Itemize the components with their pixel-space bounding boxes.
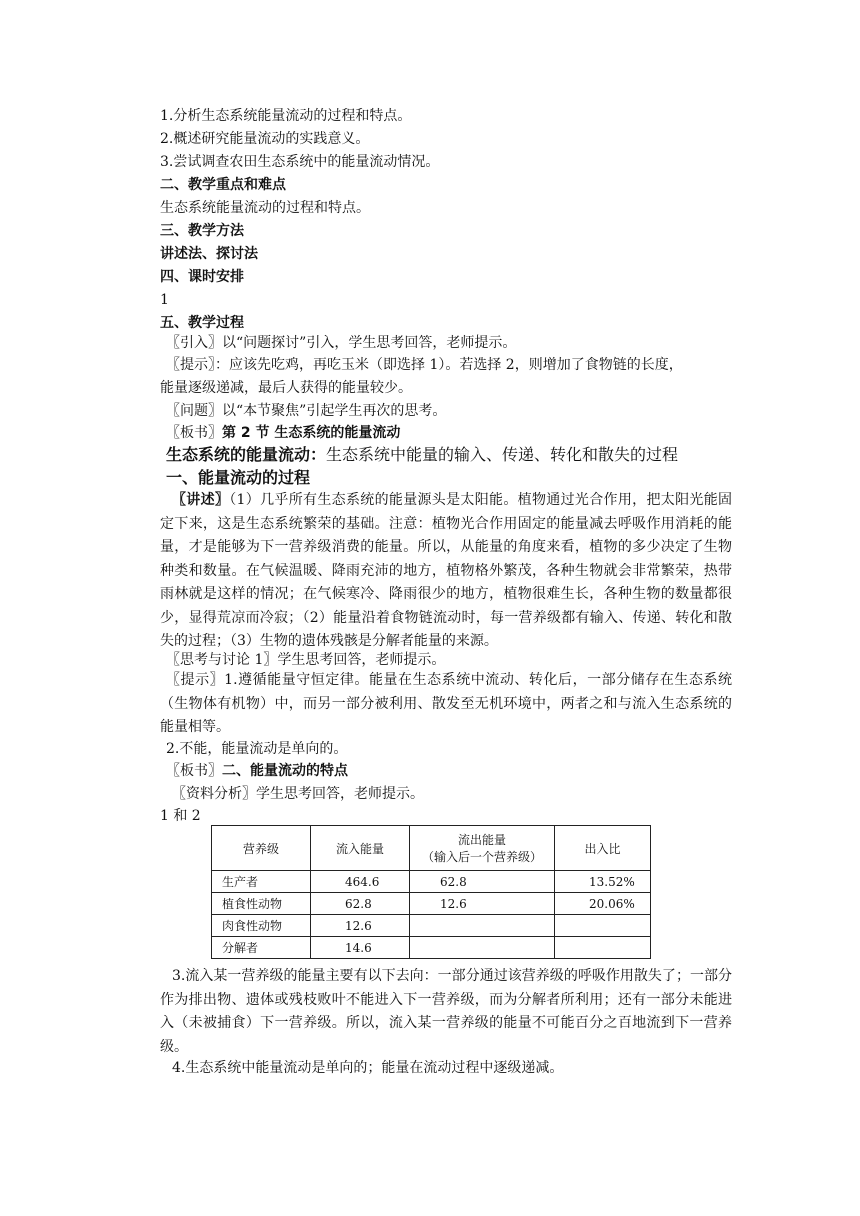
table-cell	[410, 937, 555, 959]
table-cell	[555, 937, 651, 959]
table-cell: 13.52%	[555, 871, 651, 893]
board-line-1	[166, 423, 400, 443]
table-cell: 植食性动物	[212, 893, 311, 915]
methods-text: 讲述法、探讨法	[160, 246, 258, 262]
board-prefix: 〖板书〗	[166, 425, 222, 441]
table-header-row	[212, 826, 651, 871]
discussion-line: 〖思考与讨论 1〗学生思考回答，老师提示。	[166, 652, 446, 668]
definition-term: 生态系统的能量流动：	[166, 445, 327, 464]
hint-2-item-2: 2.不能，能量流动是单向的。	[166, 741, 348, 757]
header-output-energy-note: （输入后一个营养级）	[421, 850, 542, 864]
narration-paragraph	[160, 489, 732, 654]
definition-line	[166, 445, 678, 465]
table-cell: 肉食性动物	[212, 915, 311, 937]
table-cell: 20.06%	[555, 893, 651, 915]
part-2-heading: 二、能量流动的特点	[222, 763, 348, 779]
part-1-heading: 一、能量流动的过程	[166, 468, 311, 487]
data-analysis-line: 〖资料分析〗学生思考回答，老师提示。	[172, 786, 424, 802]
section-heading-process: 五、教学过程	[160, 315, 244, 331]
table-cell: 12.6	[410, 893, 555, 915]
table-cell	[555, 915, 651, 937]
table-cell: 14.6	[311, 937, 410, 959]
table-cell: 12.6	[311, 915, 410, 937]
table-row	[212, 871, 651, 893]
point-4-line: 4.生态系统中能量流动是单向的；能量在流动过程中逐级递减。	[172, 1060, 564, 1076]
header-input-energy: 流入能量	[311, 826, 410, 871]
intro-line: 〖引入〗以“问题探讨”引入，学生思考回答，老师提示。	[166, 335, 517, 351]
header-trophic-level: 营养级	[212, 826, 311, 871]
question-line: 〖问题〗以“本节聚焦”引起学生再次的思考。	[166, 403, 447, 419]
table-cell: 62.8	[410, 871, 555, 893]
energy-flow-table	[211, 825, 651, 959]
table-row	[212, 937, 651, 959]
table-cell: 生产者	[212, 871, 311, 893]
definition-text: 生态系统中能量的输入、传递、转化和散失的过程	[326, 445, 679, 464]
objective-1: 1.分析生态系统能量流动的过程和特点。	[160, 108, 412, 124]
header-ratio: 出入比	[555, 826, 651, 871]
board-line-2	[166, 761, 348, 781]
table-row	[212, 893, 651, 915]
hint-1-line-1: 〖提示〗：应该先吃鸡，再吃玉米（即选择 1）。若选择 2，则增加了食物链的长度，	[166, 357, 683, 373]
key-points-text: 生态系统能量流动的过程和特点。	[160, 200, 370, 216]
section-heading-schedule: 四、课时安排	[160, 269, 244, 285]
hint-2-paragraph: 〖提示〗1.遵循能量守恒定律。能量在生态系统中流动、转化后，一部分储存在生态系统（生物体有机物）中，而另一部分被利用、散发至无机环境中，两者之和与流入生态系统的能量相等。	[160, 672, 732, 735]
board-prefix-2: 〖板书〗	[166, 763, 222, 779]
table-cell: 464.6	[311, 871, 410, 893]
schedule-text: 1	[160, 292, 169, 308]
objective-2: 2.概述研究能量流动的实践意义。	[160, 131, 370, 147]
hint-1-line-2: 能量逐级递减，最后人获得的能量较少。	[160, 380, 412, 396]
point-3-paragraph: 3.流入某一营养级的能量主要有以下去向：一部分通过该营养级的呼吸作用散失了；一部分作为排出物、遗体或残枝败叶不能进入下一营养级，而为分解者所利用；还有一部分未能进入（未被捕食）下一营养级。所以，流入某一营养级的能量不可能百分之百地流到下一营养级。	[160, 968, 732, 1055]
section-heading-key-points: 二、教学重点和难点	[160, 177, 286, 193]
narration-label: 〖讲述〗	[172, 492, 230, 508]
table-cell: 62.8	[311, 893, 410, 915]
section-title: 第 2 节 生态系统的能量流动	[222, 425, 401, 441]
header-output-energy-label: 流出能量	[457, 833, 506, 847]
header-output-energy	[410, 826, 555, 871]
table-cell	[410, 915, 555, 937]
section-heading-methods: 三、教学方法	[160, 223, 244, 239]
narration-text: （1）几乎所有生态系统的能量源头是太阳能。植物通过光合作用，把太阳光能固定下来，这是生态系统繁荣的基础。注意：植物光合作用固定的能量减去呼吸作用消耗的能量，才是能够为下一营养级消费的能量。所以，从能量的角度来看，植物的多少决定了生物种类和数量。在气候温暖、降雨充沛的地方，植物格外繁茂，各种生物就会非常繁荣，热带雨林就是这样的情况；在气候寒冷、降雨很少的地方，植物很难生长，各种生物的数量都很少，显得荒凉而冷寂；（2）能量沿着食物链流动时，每一营养级都有输入、传递、转化和散失的过程；（3）生物的遗体残骸是分解者能量的来源。	[160, 492, 733, 649]
objective-3: 3.尝试调查农田生态系统中的能量流动情况。	[160, 154, 440, 170]
table-row	[212, 915, 651, 937]
table-cell: 分解者	[212, 937, 311, 959]
answer-1-2: 1 和 2	[160, 808, 201, 824]
